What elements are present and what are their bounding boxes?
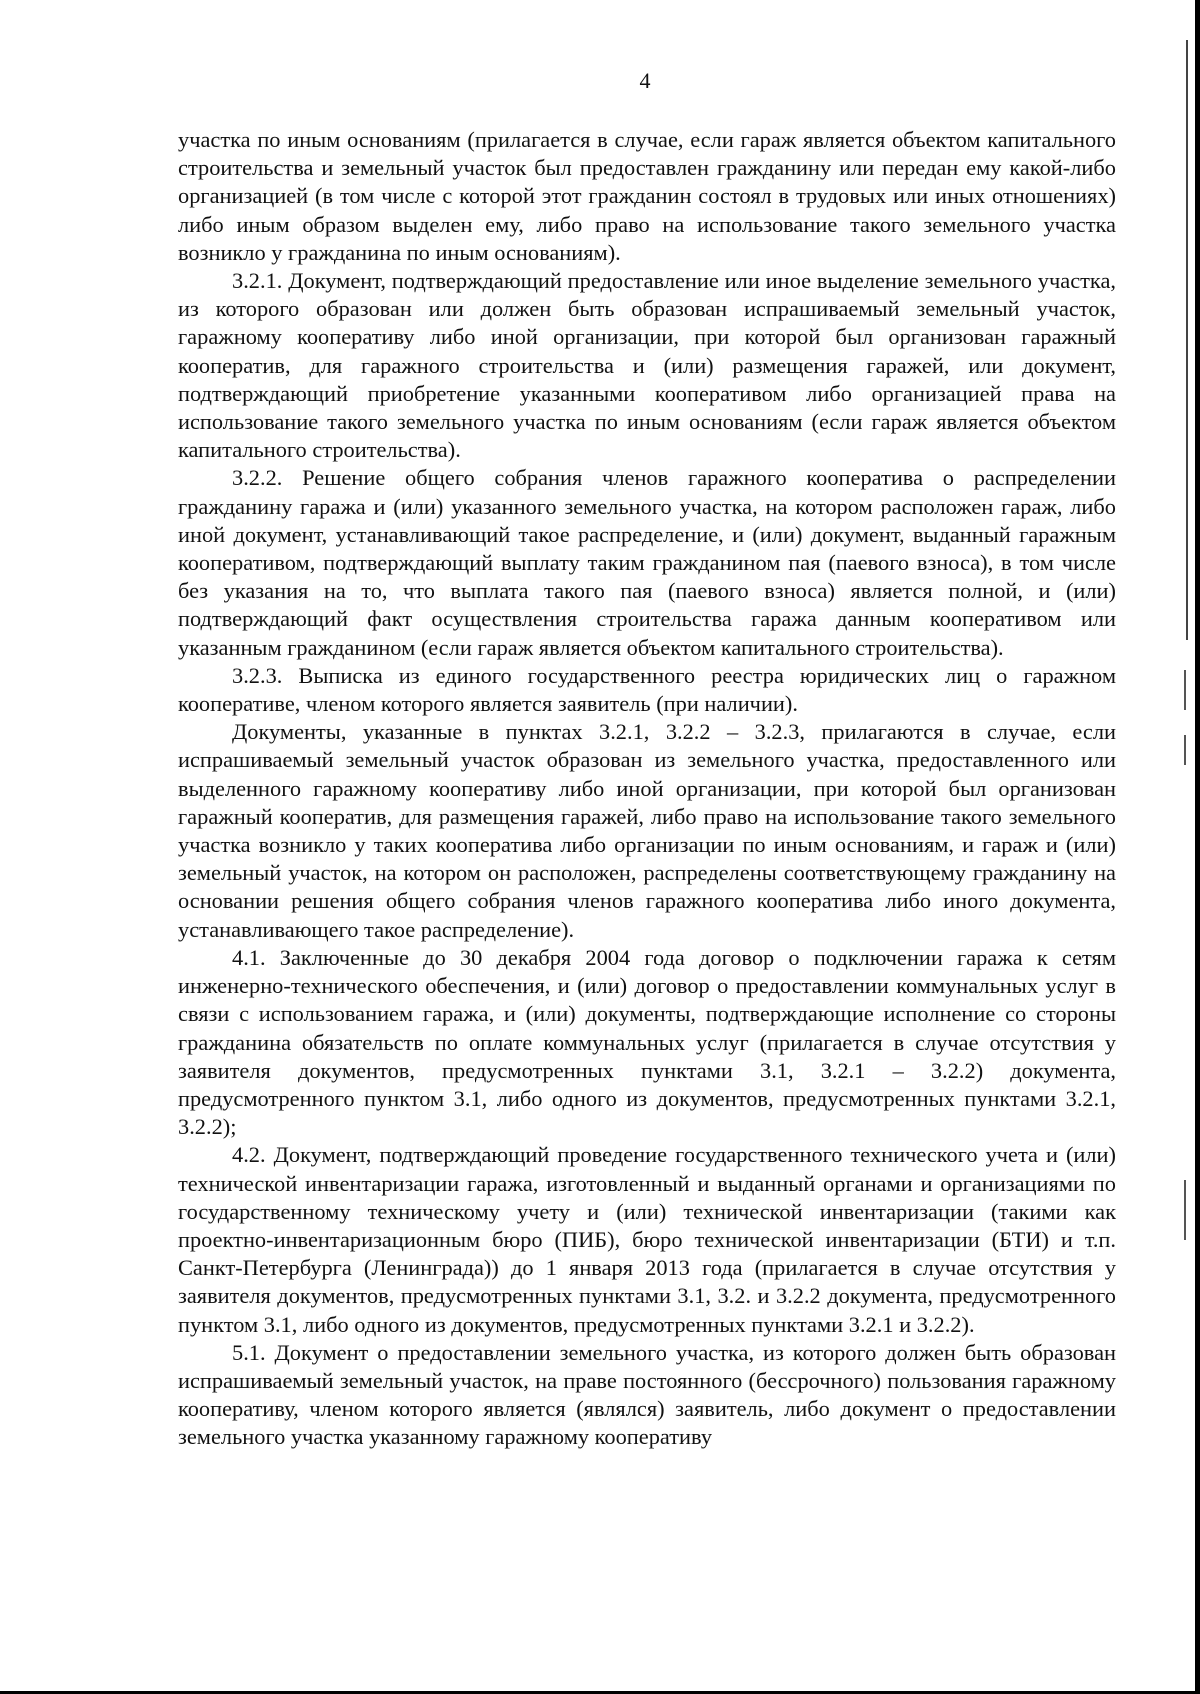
paragraph-continuation: участка по иным основаниям (прилагается в случае, если гараж является объектом капитального строительства и земельный участок был предоставлен гражданину или передан ему какой-либо организацией (в том числе с которой этот гражданин состоял в трудовых или иных отношениях) либо иным образом выделен ему, либо право на использование такого земельного участка возникло у гражданина по иным основаниям). [178,127,1116,265]
scan-mark [1184,735,1186,765]
paragraph-4-2: 4.2. Документ, подтверждающий проведение государственного технического учета и (или) технической инвентаризации гаража, изготовленный и выданный органами и организациями по государственному техническому учету и (или) технической инвентаризации (такими как проектно-инвентаризационным бюро (ПИБ), бюро технической инвентаризации (БТИ) и т.п. Санкт-Петербурга (Ленинграда)) до 1 января 2013 года (прилагается в случае отсутствия у заявителя документов, предусмотренных пунктами 3.1, 3.2. и 3.2.2 документа, предусмотренного пунктом 3.1, либо одного из документов, предусмотренных пунктами 3.2.1 и 3.2.2). [178,1142,1116,1337]
paragraph-documents-note: Документы, указанные в пунктах 3.2.1, 3.2.2 – 3.2.3, прилагаются в случае, если испрашиваемый земельный участок образован из земельного участка, предоставленного или выделенного гаражному кооперативу либо иной организации, при которой был организован гаражный кооператив, для размещения гаражей, либо право на использование такого земельного участка возникло у таких кооператива либо организации по иным основаниям, и гараж и (или) земельный участок, на котором он расположен, распределены соответствующему гражданину на основании решения общего собрания членов гаражного кооператива либо иного документа, устанавливающего такое распределение). [178,719,1116,942]
paragraph-3-2-1: 3.2.1. Документ, подтверждающий предоставление или иное выделение земельного участка, из которого образован или должен быть образован испрашиваемый земельный участок, гаражному кооперативу либо иной организации, при которой был организован гаражный кооператив, для гаражного строительства и (или) размещения гаражей, или документ, подтверждающий приобретение указанными кооперативом либо организацией права на использование такого земельного участка по иным основаниям (если гараж является объектом капитального строительства). [178,268,1116,463]
scan-mark [1184,1180,1186,1240]
paragraph-3-2-2: 3.2.2. Решение общего собрания членов гаражного кооператива о распределении гражданину гаража и (или) указанного земельного участка, на котором расположен гараж, либо иной документ, устанавливающий такое распределение, и (или) документ, выданный гаражным кооперативом, подтверждающий выплату таким гражданином пая (паевого взноса), в том числе без указания на то, что выплата такого пая (паевого взноса) является полной, и (или) подтверждающий факт осуществления строительства гаража данным кооперативом или указанным гражданином (если гараж является объектом капитального строительства). [178,465,1116,660]
paragraph-5-1: 5.1. Документ о предоставлении земельного участка, из которого должен быть образован испрашиваемый земельный участок, на праве постоянного (бессрочного) пользования гаражному кооперативу, членом которого является (являлся) заявитель, либо документ о предоставлении земельного участка указанному гаражному кооперативу [178,1339,1116,1450]
scan-edge-line [1195,0,1200,1694]
document-body [178,126,1116,1452]
page-number: 4 [639,68,651,93]
paragraph-4-1: 4.1. Заключенные до 30 декабря 2004 года договор о подключении гаража к сетям инженерно-технического обеспечения, и (или) договор о предоставлении коммунальных услуг в связи с использованием гаража, и (или) документы, подтверждающие исполнение со стороны гражданина обязательств по оплате коммунальных услуг (прилагается в случае отсутствия у заявителя документов, предусмотренных пунктами 3.1, 3.2.1 – 3.2.2) документа, предусмотренного пунктом 3.1, либо одного из документов, предусмотренных пунктами 3.2.1, 3.2.2); [178,944,1116,1140]
scan-side-line [1186,40,1188,640]
scan-mark [1184,670,1186,710]
paragraph-3-2-3: 3.2.3. Выписка из единого государственного реестра юридических лиц о гаражном кооперативе, членом которого является заявитель (при наличии). [178,662,1116,717]
